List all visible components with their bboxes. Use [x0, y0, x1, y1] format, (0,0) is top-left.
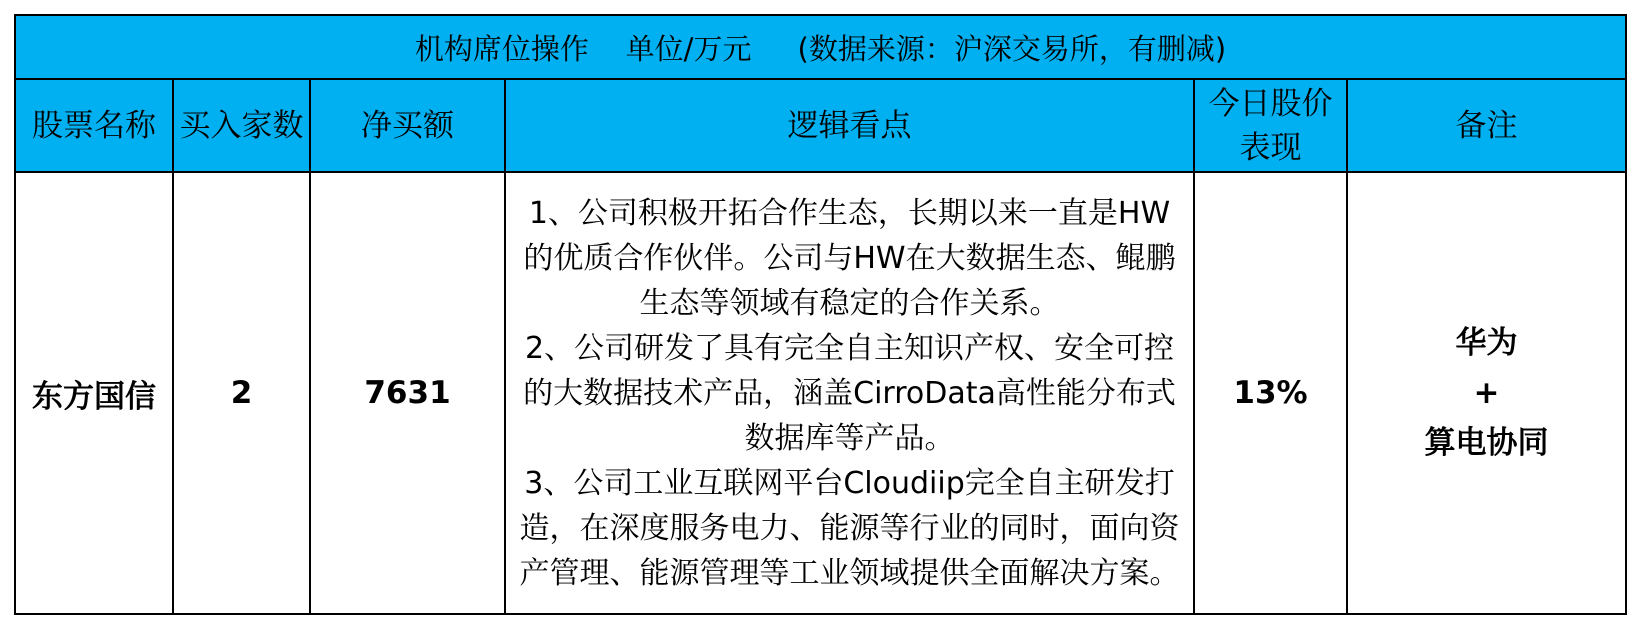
logic-line: 数据库等产品。	[744, 420, 955, 456]
header-net-buy: 净买额	[310, 79, 505, 172]
header-price-line-1: 今日股价	[1208, 85, 1333, 122]
logic-line: 造，在深度服务电力、能源等行业的同时，面向资	[519, 510, 1180, 546]
note-line: 算电协同	[1424, 425, 1549, 461]
cell-buy-count: 2	[173, 172, 310, 614]
logic-line: 1、公司积极开拓合作生态，长期以来一直是HW	[528, 195, 1171, 231]
header-stock-name: 股票名称	[15, 79, 173, 172]
institution-seat-table	[14, 14, 1627, 615]
cell-note	[1347, 172, 1626, 614]
logic-line: 生态等领域有稳定的合作关系。	[639, 285, 1060, 321]
cell-stock-name: 东方国信	[15, 172, 173, 614]
table-title-row	[15, 15, 1626, 79]
note-line: 华为	[1455, 325, 1518, 361]
logic-line: 的优质合作伙伴。公司与HW在大数据生态、鲲鹏	[523, 240, 1176, 276]
table-row	[15, 172, 1626, 614]
note-line: +	[1473, 375, 1500, 411]
logic-line: 的大数据技术产品，涵盖CirroData高性能分布式	[523, 375, 1176, 411]
cell-logic	[505, 172, 1194, 614]
header-row	[15, 79, 1626, 172]
header-buy-count: 买入家数	[173, 79, 310, 172]
cell-price-change: 13%	[1194, 172, 1347, 614]
header-logic: 逻辑看点	[505, 79, 1194, 172]
logic-line: 产管理、能源管理等工业领域提供全面解决方案。	[519, 555, 1180, 591]
logic-line: 2、公司研发了具有完全自主知识产权、安全可控	[524, 330, 1175, 366]
header-note: 备注	[1347, 79, 1626, 172]
cell-net-buy: 7631	[310, 172, 505, 614]
header-price-performance	[1194, 79, 1347, 172]
table-title: 机构席位操作 单位/万元 (数据来源：沪深交易所，有删减)	[15, 15, 1626, 79]
logic-line: 3、公司工业互联网平台Cloudiip完全自主研发打	[524, 465, 1175, 501]
header-price-line-2: 表现	[1239, 129, 1302, 166]
